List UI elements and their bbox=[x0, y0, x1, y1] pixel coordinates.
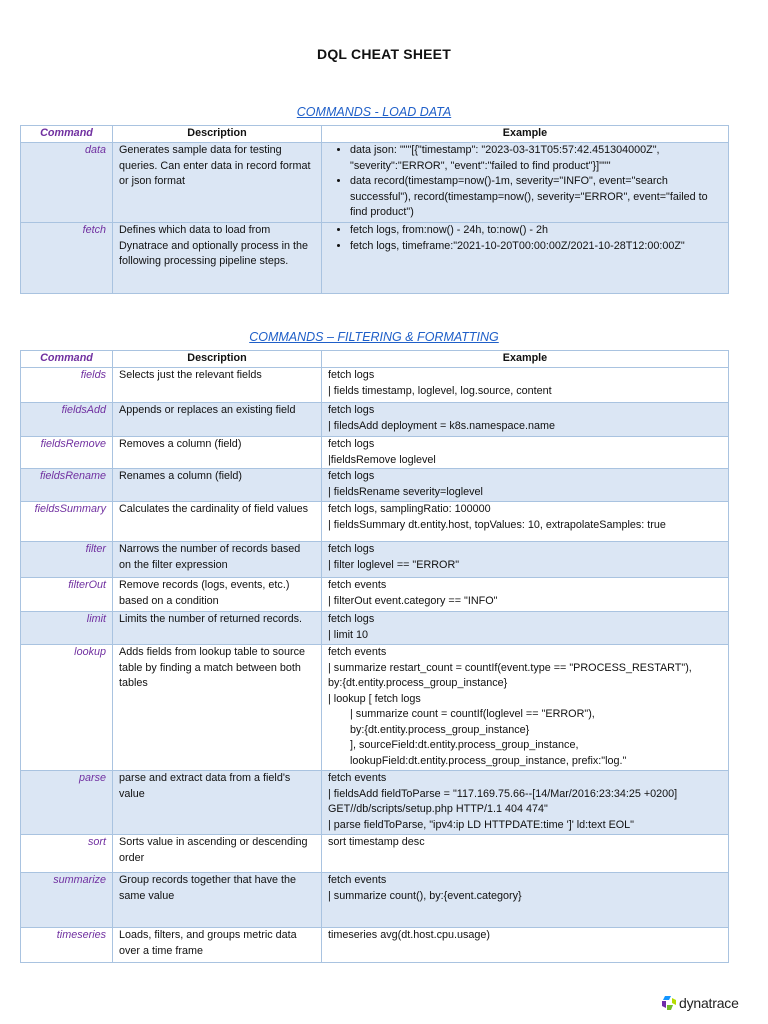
section-heading-load-data[interactable]: COMMANDS - LOAD DATA bbox=[296, 105, 452, 119]
command-description: Calculates the cardinality of field values bbox=[113, 502, 322, 542]
column-header-example: Example bbox=[322, 351, 729, 368]
example-line: | summarize count = countIf(loglevel == "ERROR"), bbox=[350, 708, 595, 720]
example-line: fetch logs, samplingRatio: 100000 bbox=[328, 503, 491, 515]
example-line: fetch logs bbox=[328, 543, 375, 555]
command-description: Defines which data to load from Dynatrace and optionally process in the following processing pipeline steps. bbox=[113, 223, 322, 294]
load-data-table bbox=[20, 125, 729, 294]
command-name: parse bbox=[21, 771, 113, 835]
table-row-data bbox=[21, 143, 729, 223]
example-line: sort timestamp desc bbox=[328, 836, 425, 848]
column-header-description: Description bbox=[113, 126, 322, 143]
example-line: | fieldsRename severity=loglevel bbox=[328, 485, 483, 498]
command-description: Loads, filters, and groups metric data over a time frame bbox=[113, 928, 322, 963]
example-line: fetch logs bbox=[328, 470, 375, 482]
command-name: fieldsRemove bbox=[21, 437, 113, 469]
example-line: fetch events bbox=[328, 874, 387, 886]
command-description: Renames a column (field) bbox=[113, 469, 322, 502]
command-description: Narrows the number of records based on the filter expression bbox=[113, 542, 322, 578]
command-description: Selects just the relevant fields bbox=[113, 368, 322, 403]
table-row-filterOut bbox=[21, 578, 729, 612]
command-description: parse and extract data from a field's value bbox=[113, 771, 322, 835]
example-line: fetch events bbox=[328, 772, 387, 784]
example-line: lookupField:dt.entity.process_group_instance, prefix:"log." bbox=[350, 754, 627, 767]
table-row-fieldsAdd bbox=[21, 403, 729, 437]
command-example bbox=[322, 542, 729, 578]
command-name: fieldsSummary bbox=[21, 502, 113, 542]
example-line: | limit 10 bbox=[328, 628, 369, 641]
command-description: Sorts value in ascending or descending order bbox=[113, 835, 322, 873]
column-header-command: Command bbox=[21, 351, 113, 368]
command-name: filter bbox=[21, 542, 113, 578]
command-example bbox=[322, 469, 729, 502]
example-line: | fields timestamp, loglevel, log.source, content bbox=[328, 384, 552, 397]
dynatrace-logo bbox=[661, 993, 739, 1013]
command-description: Generates sample data for testing queries. Can enter data in record format or json format bbox=[113, 143, 322, 223]
example-line: | parse fieldToParse, "ipv4:ip LD HTTPDATE:time ']' ld:text EOL" bbox=[328, 818, 635, 831]
command-description: Remove records (logs, events, etc.) based on a condition bbox=[113, 578, 322, 612]
dynatrace-logo-icon bbox=[661, 995, 677, 1011]
table-header-row bbox=[21, 351, 729, 368]
command-name: lookup bbox=[21, 645, 113, 771]
command-name: filterOut bbox=[21, 578, 113, 612]
command-name: timeseries bbox=[21, 928, 113, 963]
example-line: fetch events bbox=[328, 579, 387, 591]
example-line: | lookup [ fetch logs bbox=[328, 692, 421, 705]
command-name: limit bbox=[21, 612, 113, 645]
example-line: fetch logs bbox=[328, 438, 375, 450]
example-line: timeseries avg(dt.host.cpu.usage) bbox=[328, 929, 491, 941]
command-example bbox=[322, 403, 729, 437]
command-example bbox=[322, 835, 729, 873]
example-line: by:{dt.entity.process_group_instance} bbox=[350, 723, 530, 736]
table-row-fieldsSummary bbox=[21, 502, 729, 542]
command-description: Limits the number of returned records. bbox=[113, 612, 322, 645]
table-header-row bbox=[21, 126, 729, 143]
table-row-lookup bbox=[21, 645, 729, 771]
example-bullet: • data json: """[{"timestamp": "2023-03-31T05:57:42.451304000Z", "severity":"ERROR", "event":"failed to find product"}]""" bbox=[350, 143, 722, 174]
command-example bbox=[322, 437, 729, 469]
command-example bbox=[322, 578, 729, 612]
command-example bbox=[322, 645, 729, 771]
command-example bbox=[322, 612, 729, 645]
column-header-example: Example bbox=[322, 126, 729, 143]
example-line: | summarize restart_count = countIf(event.type == "PROCESS_RESTART"), bbox=[328, 661, 692, 674]
table-row-fieldsRemove bbox=[21, 437, 729, 469]
command-description: Appends or replaces an existing field bbox=[113, 403, 322, 437]
table-row-timeseries bbox=[21, 928, 729, 963]
command-example bbox=[322, 771, 729, 835]
command-name: fields bbox=[21, 368, 113, 403]
table-row-sort bbox=[21, 835, 729, 873]
command-example bbox=[322, 143, 729, 223]
example-line: GET//db/scripts/setup.php HTTP/1.1 404 474" bbox=[328, 803, 548, 815]
command-description: Group records together that have the same value bbox=[113, 873, 322, 928]
example-line: by:{dt.entity.process_group_instance} bbox=[328, 677, 508, 689]
example-line: | filedsAdd deployment = k8s.namespace.name bbox=[328, 419, 555, 432]
example-line: | filter loglevel == "ERROR" bbox=[328, 558, 460, 571]
table-row-fieldsRename bbox=[21, 469, 729, 502]
table-row-fields bbox=[21, 368, 729, 403]
example-line: | filterOut event.category == "INFO" bbox=[328, 594, 498, 607]
command-name: fieldsAdd bbox=[21, 403, 113, 437]
command-example bbox=[322, 223, 729, 294]
table-row-fetch bbox=[21, 223, 729, 294]
table-row-parse bbox=[21, 771, 729, 835]
example-line: ], sourceField:dt.entity.process_group_instance, bbox=[350, 739, 579, 751]
example-line: fetch logs bbox=[328, 369, 375, 381]
example-line: | fieldsAdd fieldToParse = "117.169.75.66--[14/Mar/2016:23:34:25 +0200] bbox=[328, 787, 678, 800]
command-name: sort bbox=[21, 835, 113, 873]
page-title: DQL CHEAT SHEET bbox=[317, 46, 451, 62]
example-line: | summarize count(), by:{event.category} bbox=[328, 889, 522, 902]
column-header-command: Command bbox=[21, 126, 113, 143]
command-name: summarize bbox=[21, 873, 113, 928]
table-row-limit bbox=[21, 612, 729, 645]
command-description: Adds fields from lookup table to source table by finding a match between both tables bbox=[113, 645, 322, 771]
command-name: fetch bbox=[21, 223, 113, 294]
example-line: fetch events bbox=[328, 646, 387, 658]
command-example bbox=[322, 502, 729, 542]
table-row-filter bbox=[21, 542, 729, 578]
example-line: |fieldsRemove loglevel bbox=[328, 453, 436, 466]
command-name: fieldsRename bbox=[21, 469, 113, 502]
example-bullet: • data record(timestamp=now()-1m, severity="INFO", event="search successful"), record(timestamp=now(), severity="ERROR", event="failed to find product") bbox=[350, 174, 722, 221]
command-description: Removes a column (field) bbox=[113, 437, 322, 469]
example-line: | fieldsSummary dt.entity.host, topValues: 10, extrapolateSamples: true bbox=[328, 518, 666, 531]
example-bullet: • fetch logs, timeframe:"2021-10-20T00:00:00Z/2021-10-28T12:00:00Z" bbox=[350, 239, 722, 255]
command-example bbox=[322, 368, 729, 403]
command-example bbox=[322, 873, 729, 928]
command-name: data bbox=[21, 143, 113, 223]
column-header-description: Description bbox=[113, 351, 322, 368]
example-line: fetch logs bbox=[328, 404, 375, 416]
command-example bbox=[322, 928, 729, 963]
example-bullet: • fetch logs, from:now() - 24h, to:now() - 2h bbox=[350, 223, 722, 239]
filtering-formatting-table bbox=[20, 350, 729, 963]
section-heading-filtering-formatting[interactable]: COMMANDS – FILTERING & FORMATTING bbox=[249, 330, 499, 344]
logo-text: dynatrace bbox=[679, 995, 739, 1011]
table-row-summarize bbox=[21, 873, 729, 928]
example-line: fetch logs bbox=[328, 613, 375, 625]
